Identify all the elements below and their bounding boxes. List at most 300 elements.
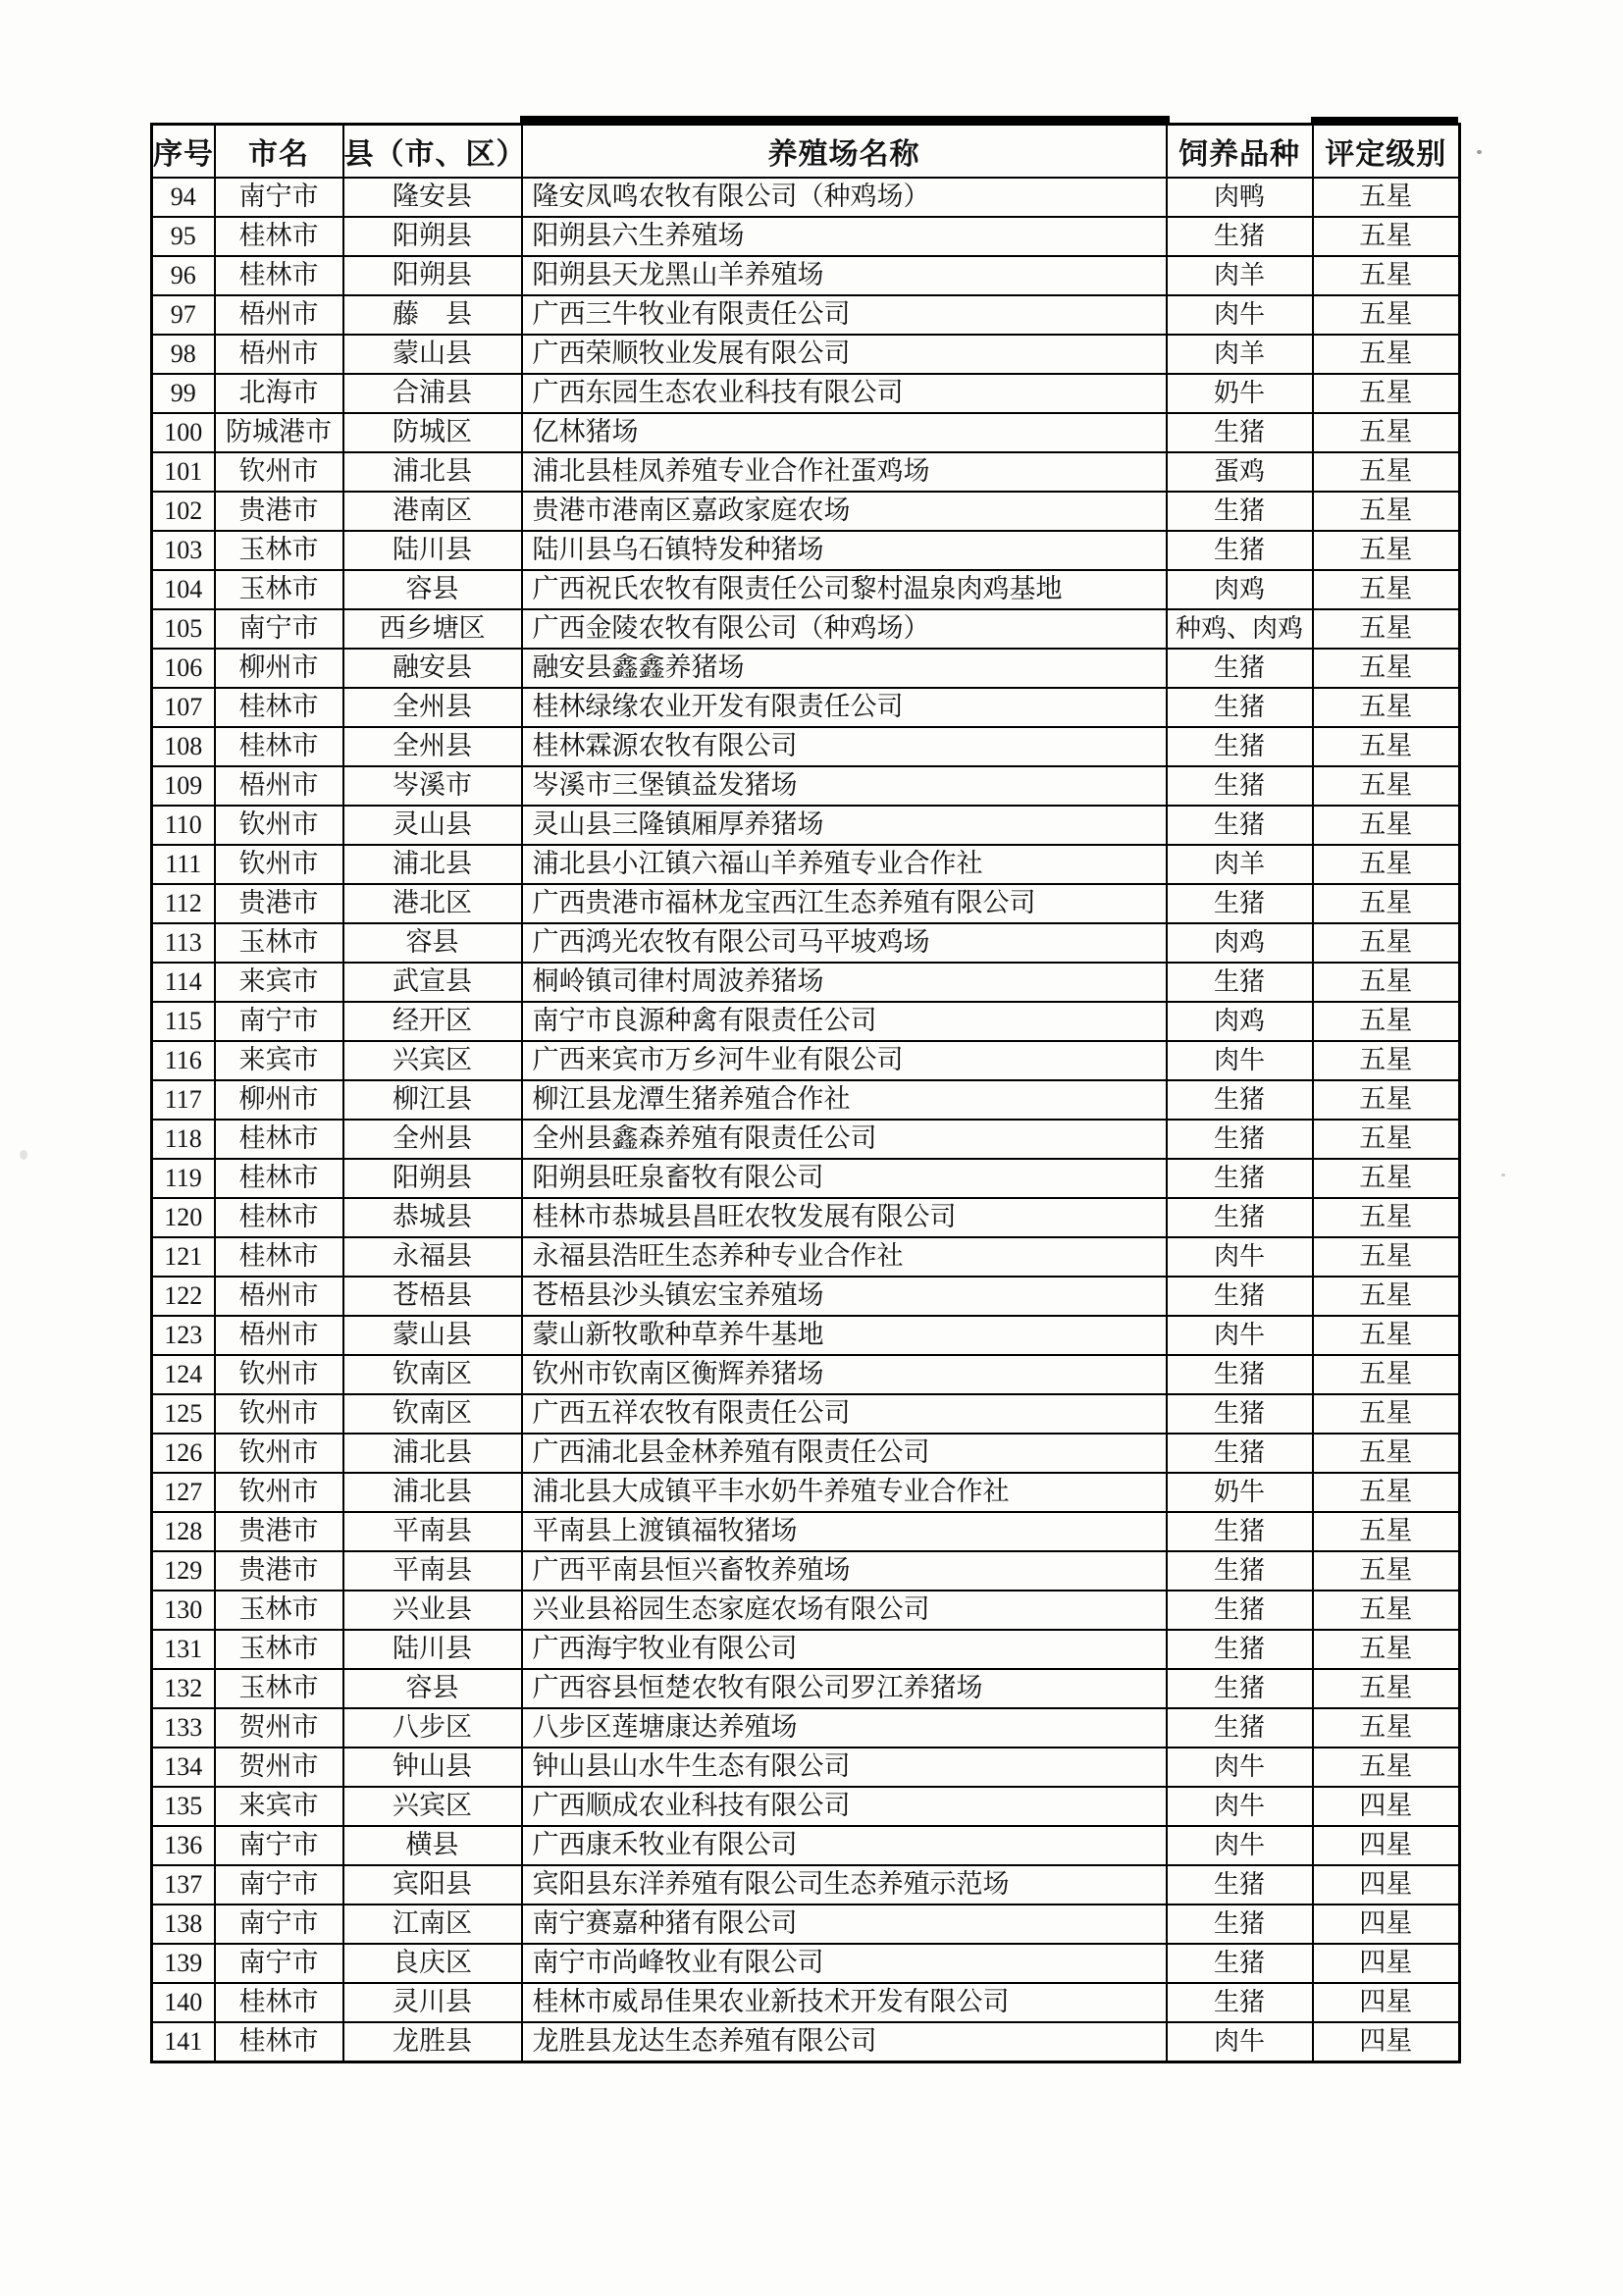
- cell-county: 武宣县: [343, 963, 522, 1002]
- table-row: [152, 1944, 1460, 1983]
- cell-rating: 五星: [1313, 923, 1460, 963]
- cell-farm-name: 广西浦北县金林养殖有限责任公司: [522, 1434, 1167, 1473]
- table-row: [152, 1708, 1460, 1748]
- cell-city: 南宁市: [215, 1944, 343, 1983]
- table-row: [152, 1551, 1460, 1591]
- header-cell-city: 市名: [215, 125, 343, 179]
- table-row: [152, 1630, 1460, 1669]
- cell-farm-name: 兴业县裕园生态家庭农场有限公司: [522, 1591, 1167, 1630]
- cell-breed: 肉牛: [1167, 1237, 1313, 1277]
- cell-no: 106: [152, 649, 215, 688]
- cell-county: 平南县: [343, 1551, 522, 1591]
- cell-no: 135: [152, 1787, 215, 1826]
- cell-farm-name: 广西三牛牧业有限责任公司: [522, 295, 1167, 335]
- cell-rating: 五星: [1313, 963, 1460, 1002]
- table-row: [152, 2022, 1460, 2062]
- cell-farm-name: 广西祝氏农牧有限责任公司黎村温泉肉鸡基地: [522, 570, 1167, 609]
- cell-farm-name: 广西五祥农牧有限责任公司: [522, 1394, 1167, 1434]
- cell-city: 贺州市: [215, 1708, 343, 1748]
- cell-no: 122: [152, 1277, 215, 1316]
- cell-farm-name: 桂林霖源农牧有限公司: [522, 727, 1167, 766]
- cell-county: 八步区: [343, 1708, 522, 1748]
- farm-table-body: [152, 178, 1460, 2062]
- cell-city: 桂林市: [215, 1983, 343, 2022]
- cell-rating: 五星: [1313, 1002, 1460, 1041]
- cell-city: 柳州市: [215, 649, 343, 688]
- scan-speck: [1501, 1174, 1505, 1176]
- cell-breed: 生猪: [1167, 1355, 1313, 1394]
- cell-no: 138: [152, 1905, 215, 1944]
- cell-rating: 五星: [1313, 1198, 1460, 1237]
- cell-breed: 肉牛: [1167, 1316, 1313, 1355]
- cell-city: 桂林市: [215, 1159, 343, 1198]
- cell-rating: 五星: [1313, 609, 1460, 649]
- cell-city: 钦州市: [215, 1394, 343, 1434]
- cell-county: 容县: [343, 570, 522, 609]
- cell-rating: 五星: [1313, 884, 1460, 923]
- cell-rating: 四星: [1313, 1787, 1460, 1826]
- cell-farm-name: 苍梧县沙头镇宏宝养殖场: [522, 1277, 1167, 1316]
- cell-county: 浦北县: [343, 845, 522, 884]
- cell-no: 139: [152, 1944, 215, 1983]
- cell-breed: 肉羊: [1167, 845, 1313, 884]
- cell-rating: 五星: [1313, 766, 1460, 806]
- cell-breed: 生猪: [1167, 1669, 1313, 1708]
- table-row: [152, 609, 1460, 649]
- cell-county: 隆安县: [343, 178, 522, 217]
- cell-no: 125: [152, 1394, 215, 1434]
- cell-breed: 生猪: [1167, 217, 1313, 256]
- cell-county: 阳朔县: [343, 217, 522, 256]
- cell-farm-name: 阳朔县旺泉畜牧有限公司: [522, 1159, 1167, 1198]
- cell-no: 111: [152, 845, 215, 884]
- cell-no: 134: [152, 1748, 215, 1787]
- table-row: [152, 452, 1460, 492]
- cell-breed: 生猪: [1167, 413, 1313, 452]
- cell-rating: 四星: [1313, 1865, 1460, 1905]
- cell-rating: 五星: [1313, 413, 1460, 452]
- cell-farm-name: 钟山县山水牛生态有限公司: [522, 1748, 1167, 1787]
- cell-breed: 生猪: [1167, 1434, 1313, 1473]
- cell-farm-name: 柳江县龙潭生猪养殖合作社: [522, 1080, 1167, 1120]
- cell-city: 桂林市: [215, 217, 343, 256]
- cell-rating: 五星: [1313, 688, 1460, 727]
- cell-farm-name: 广西康禾牧业有限公司: [522, 1826, 1167, 1865]
- table-row: [152, 1434, 1460, 1473]
- cell-breed: 肉羊: [1167, 335, 1313, 374]
- cell-rating: 五星: [1313, 1512, 1460, 1551]
- cell-rating: 五星: [1313, 335, 1460, 374]
- cell-rating: 五星: [1313, 1473, 1460, 1512]
- cell-no: 112: [152, 884, 215, 923]
- cell-county: 全州县: [343, 727, 522, 766]
- cell-county: 藤 县: [343, 295, 522, 335]
- cell-city: 桂林市: [215, 727, 343, 766]
- cell-no: 136: [152, 1826, 215, 1865]
- cell-city: 贵港市: [215, 492, 343, 531]
- table-row: [152, 178, 1460, 217]
- cell-city: 梧州市: [215, 1277, 343, 1316]
- cell-farm-name: 浦北县小江镇六福山羊养殖专业合作社: [522, 845, 1167, 884]
- cell-rating: 五星: [1313, 1120, 1460, 1159]
- cell-farm-name: 广西来宾市万乡河牛业有限公司: [522, 1041, 1167, 1080]
- cell-no: 140: [152, 1983, 215, 2022]
- cell-city: 桂林市: [215, 1198, 343, 1237]
- table-row: [152, 1355, 1460, 1394]
- table-row: [152, 845, 1460, 884]
- cell-county: 容县: [343, 923, 522, 963]
- cell-no: 101: [152, 452, 215, 492]
- cell-farm-name: 南宁赛嘉种猪有限公司: [522, 1905, 1167, 1944]
- cell-farm-name: 南宁市尚峰牧业有限公司: [522, 1944, 1167, 1983]
- cell-rating: 五星: [1313, 1159, 1460, 1198]
- cell-rating: 五星: [1313, 531, 1460, 570]
- cell-breed: 生猪: [1167, 1983, 1313, 2022]
- cell-county: 融安县: [343, 649, 522, 688]
- cell-city: 南宁市: [215, 1002, 343, 1041]
- cell-breed: 肉鸭: [1167, 178, 1313, 217]
- cell-no: 119: [152, 1159, 215, 1198]
- cell-no: 99: [152, 374, 215, 413]
- cell-farm-name: 全州县鑫森养殖有限责任公司: [522, 1120, 1167, 1159]
- cell-farm-name: 广西顺成农业科技有限公司: [522, 1787, 1167, 1826]
- cell-rating: 五星: [1313, 178, 1460, 217]
- cell-city: 桂林市: [215, 688, 343, 727]
- cell-breed: 生猪: [1167, 1551, 1313, 1591]
- cell-no: 126: [152, 1434, 215, 1473]
- cell-county: 横县: [343, 1826, 522, 1865]
- cell-breed: 肉鸡: [1167, 570, 1313, 609]
- cell-rating: 四星: [1313, 1826, 1460, 1865]
- cell-breed: 肉牛: [1167, 1826, 1313, 1865]
- cell-rating: 五星: [1313, 256, 1460, 295]
- cell-rating: 四星: [1313, 1983, 1460, 2022]
- cell-county: 全州县: [343, 688, 522, 727]
- cell-city: 桂林市: [215, 2022, 343, 2062]
- cell-farm-name: 浦北县桂凤养殖专业合作社蛋鸡场: [522, 452, 1167, 492]
- cell-no: 127: [152, 1473, 215, 1512]
- scan-speck: [20, 1150, 27, 1160]
- cell-breed: 种鸡、肉鸡: [1167, 609, 1313, 649]
- table-row: [152, 884, 1460, 923]
- cell-county: 兴宾区: [343, 1787, 522, 1826]
- cell-breed: 生猪: [1167, 1591, 1313, 1630]
- cell-city: 钦州市: [215, 1434, 343, 1473]
- header-cell-breed: 饲养品种: [1167, 125, 1313, 179]
- cell-breed: 生猪: [1167, 727, 1313, 766]
- cell-farm-name: 岑溪市三堡镇益发猪场: [522, 766, 1167, 806]
- cell-city: 来宾市: [215, 1041, 343, 1080]
- cell-farm-name: 桐岭镇司律村周波养猪场: [522, 963, 1167, 1002]
- cell-rating: 五星: [1313, 1708, 1460, 1748]
- table-row: [152, 1041, 1460, 1080]
- cell-farm-name: 广西容县恒楚农牧有限公司罗江养猪场: [522, 1669, 1167, 1708]
- cell-farm-name: 广西荣顺牧业发展有限公司: [522, 335, 1167, 374]
- cell-city: 玉林市: [215, 570, 343, 609]
- cell-rating: 五星: [1313, 570, 1460, 609]
- cell-farm-name: 桂林市威昂佳果农业新技术开发有限公司: [522, 1983, 1167, 2022]
- cell-breed: 生猪: [1167, 1198, 1313, 1237]
- cell-rating: 五星: [1313, 649, 1460, 688]
- cell-city: 贵港市: [215, 1551, 343, 1591]
- cell-rating: 五星: [1313, 1041, 1460, 1080]
- cell-rating: 五星: [1313, 1434, 1460, 1473]
- cell-no: 107: [152, 688, 215, 727]
- cell-farm-name: 八步区莲塘康达养殖场: [522, 1708, 1167, 1748]
- cell-rating: 五星: [1313, 295, 1460, 335]
- cell-farm-name: 广西东园生态农业科技有限公司: [522, 374, 1167, 413]
- table-row: [152, 963, 1460, 1002]
- cell-rating: 四星: [1313, 1944, 1460, 1983]
- cell-city: 玉林市: [215, 1630, 343, 1669]
- cell-rating: 五星: [1313, 1316, 1460, 1355]
- cell-farm-name: 阳朔县六生养殖场: [522, 217, 1167, 256]
- cell-county: 江南区: [343, 1905, 522, 1944]
- cell-city: 桂林市: [215, 1120, 343, 1159]
- cell-city: 北海市: [215, 374, 343, 413]
- cell-rating: 五星: [1313, 1551, 1460, 1591]
- table-row: [152, 1198, 1460, 1237]
- cell-breed: 生猪: [1167, 1865, 1313, 1905]
- cell-no: 116: [152, 1041, 215, 1080]
- cell-rating: 五星: [1313, 374, 1460, 413]
- table-row: [152, 570, 1460, 609]
- cell-breed: 生猪: [1167, 1120, 1313, 1159]
- cell-rating: 五星: [1313, 1080, 1460, 1120]
- cell-no: 123: [152, 1316, 215, 1355]
- cell-breed: 生猪: [1167, 766, 1313, 806]
- cell-no: 94: [152, 178, 215, 217]
- header-row: [152, 125, 1460, 179]
- cell-rating: 五星: [1313, 1355, 1460, 1394]
- cell-county: 港北区: [343, 884, 522, 923]
- table-row: [152, 1591, 1460, 1630]
- cell-breed: 生猪: [1167, 1944, 1313, 1983]
- cell-breed: 生猪: [1167, 1080, 1313, 1120]
- cell-no: 113: [152, 923, 215, 963]
- cell-no: 133: [152, 1708, 215, 1748]
- cell-county: 经开区: [343, 1002, 522, 1041]
- cell-breed: 生猪: [1167, 1512, 1313, 1551]
- cell-farm-name: 宾阳县东洋养殖有限公司生态养殖示范场: [522, 1865, 1167, 1905]
- cell-city: 桂林市: [215, 1237, 343, 1277]
- cell-farm-name: 广西海宇牧业有限公司: [522, 1630, 1167, 1669]
- cell-county: 陆川县: [343, 1630, 522, 1669]
- table-row: [152, 1512, 1460, 1551]
- cell-city: 南宁市: [215, 1865, 343, 1905]
- cell-county: 灵川县: [343, 1983, 522, 2022]
- cell-city: 贺州市: [215, 1748, 343, 1787]
- cell-breed: 肉牛: [1167, 2022, 1313, 2062]
- cell-breed: 生猪: [1167, 963, 1313, 1002]
- cell-farm-name: 龙胜县龙达生态养殖有限公司: [522, 2022, 1167, 2062]
- table-row: [152, 1080, 1460, 1120]
- cell-farm-name: 平南县上渡镇福牧猪场: [522, 1512, 1167, 1551]
- cell-breed: 肉羊: [1167, 256, 1313, 295]
- table-row: [152, 1669, 1460, 1708]
- cell-no: 104: [152, 570, 215, 609]
- cell-county: 全州县: [343, 1120, 522, 1159]
- cell-city: 梧州市: [215, 766, 343, 806]
- table-row: [152, 688, 1460, 727]
- cell-farm-name: 浦北县大成镇平丰水奶牛养殖专业合作社: [522, 1473, 1167, 1512]
- cell-no: 102: [152, 492, 215, 531]
- cell-no: 130: [152, 1591, 215, 1630]
- table-row: [152, 806, 1460, 845]
- table-row: [152, 766, 1460, 806]
- cell-city: 钦州市: [215, 1473, 343, 1512]
- cell-farm-name: 广西贵港市福林龙宝西江生态养殖有限公司: [522, 884, 1167, 923]
- cell-city: 南宁市: [215, 178, 343, 217]
- header-cell-farm-name: 养殖场名称: [522, 125, 1167, 179]
- table-row: [152, 727, 1460, 766]
- cell-city: 钦州市: [215, 1355, 343, 1394]
- cell-breed: 肉牛: [1167, 1748, 1313, 1787]
- cell-no: 96: [152, 256, 215, 295]
- cell-city: 玉林市: [215, 531, 343, 570]
- cell-breed: 肉牛: [1167, 1041, 1313, 1080]
- cell-city: 柳州市: [215, 1080, 343, 1120]
- cell-county: 浦北县: [343, 1473, 522, 1512]
- cell-county: 永福县: [343, 1237, 522, 1277]
- cell-breed: 生猪: [1167, 1905, 1313, 1944]
- cell-county: 平南县: [343, 1512, 522, 1551]
- cell-no: 97: [152, 295, 215, 335]
- table-row: [152, 1237, 1460, 1277]
- header-cell-county: 县（市、区）: [343, 125, 522, 179]
- cell-city: 南宁市: [215, 1826, 343, 1865]
- cell-rating: 五星: [1313, 806, 1460, 845]
- cell-breed: 生猪: [1167, 806, 1313, 845]
- cell-no: 117: [152, 1080, 215, 1120]
- cell-breed: 生猪: [1167, 884, 1313, 923]
- cell-breed: 生猪: [1167, 531, 1313, 570]
- cell-breed: 生猪: [1167, 649, 1313, 688]
- cell-county: 浦北县: [343, 1434, 522, 1473]
- table-row: [152, 1002, 1460, 1041]
- table-row: [152, 1983, 1460, 2022]
- table-row: [152, 1394, 1460, 1434]
- cell-no: 103: [152, 531, 215, 570]
- cell-county: 防城区: [343, 413, 522, 452]
- cell-breed: 生猪: [1167, 1630, 1313, 1669]
- header-cell-rating: 评定级别: [1313, 125, 1460, 179]
- cell-county: 蒙山县: [343, 1316, 522, 1355]
- table-row: [152, 649, 1460, 688]
- cell-breed: 奶牛: [1167, 1473, 1313, 1512]
- cell-farm-name: 亿林猪场: [522, 413, 1167, 452]
- scan-speck: [1477, 150, 1482, 154]
- cell-farm-name: 灵山县三隆镇厢厚养猪场: [522, 806, 1167, 845]
- cell-breed: 生猪: [1167, 1159, 1313, 1198]
- cell-rating: 四星: [1313, 2022, 1460, 2062]
- cell-no: 137: [152, 1865, 215, 1905]
- table-row: [152, 492, 1460, 531]
- table-row: [152, 923, 1460, 963]
- cell-rating: 五星: [1313, 1277, 1460, 1316]
- cell-city: 来宾市: [215, 963, 343, 1002]
- cell-city: 贵港市: [215, 884, 343, 923]
- cell-county: 陆川县: [343, 531, 522, 570]
- cell-county: 兴业县: [343, 1591, 522, 1630]
- table-row: [152, 1787, 1460, 1826]
- cell-city: 防城港市: [215, 413, 343, 452]
- table-row: [152, 1277, 1460, 1316]
- cell-county: 蒙山县: [343, 335, 522, 374]
- cell-city: 南宁市: [215, 1905, 343, 1944]
- cell-no: 141: [152, 2022, 215, 2062]
- cell-farm-name: 隆安凤鸣农牧有限公司（种鸡场）: [522, 178, 1167, 217]
- cell-city: 玉林市: [215, 1591, 343, 1630]
- table-row: [152, 413, 1460, 452]
- cell-no: 121: [152, 1237, 215, 1277]
- cell-breed: 生猪: [1167, 1277, 1313, 1316]
- cell-rating: 五星: [1313, 1748, 1460, 1787]
- cell-farm-name: 蒙山新牧歌种草养牛基地: [522, 1316, 1167, 1355]
- farm-rating-table: [150, 123, 1461, 2063]
- cell-breed: 生猪: [1167, 492, 1313, 531]
- cell-rating: 五星: [1313, 727, 1460, 766]
- cell-county: 容县: [343, 1669, 522, 1708]
- cell-city: 钦州市: [215, 845, 343, 884]
- cell-county: 西乡塘区: [343, 609, 522, 649]
- cell-farm-name: 贵港市港南区嘉政家庭农场: [522, 492, 1167, 531]
- table-row: [152, 374, 1460, 413]
- cell-city: 梧州市: [215, 335, 343, 374]
- cell-farm-name: 桂林绿缘农业开发有限责任公司: [522, 688, 1167, 727]
- cell-farm-name: 钦州市钦南区衡辉养猪场: [522, 1355, 1167, 1394]
- cell-county: 合浦县: [343, 374, 522, 413]
- cell-no: 128: [152, 1512, 215, 1551]
- cell-rating: 五星: [1313, 492, 1460, 531]
- cell-no: 131: [152, 1630, 215, 1669]
- table-row: [152, 256, 1460, 295]
- cell-city: 桂林市: [215, 256, 343, 295]
- cell-farm-name: 永福县浩旺生态养种专业合作社: [522, 1237, 1167, 1277]
- cell-city: 钦州市: [215, 452, 343, 492]
- cell-farm-name: 广西鸿光农牧有限公司马平坡鸡场: [522, 923, 1167, 963]
- cell-farm-name: 南宁市良源种禽有限责任公司: [522, 1002, 1167, 1041]
- table-row: [152, 531, 1460, 570]
- cell-county: 钦南区: [343, 1355, 522, 1394]
- table-row: [152, 1159, 1460, 1198]
- cell-farm-name: 桂林市恭城县昌旺农牧发展有限公司: [522, 1198, 1167, 1237]
- table-row: [152, 1748, 1460, 1787]
- cell-city: 玉林市: [215, 1669, 343, 1708]
- cell-no: 120: [152, 1198, 215, 1237]
- cell-county: 兴宾区: [343, 1041, 522, 1080]
- cell-city: 梧州市: [215, 295, 343, 335]
- cell-farm-name: 广西金陵农牧有限公司（种鸡场）: [522, 609, 1167, 649]
- cell-rating: 五星: [1313, 1669, 1460, 1708]
- cell-breed: 奶牛: [1167, 374, 1313, 413]
- cell-breed: 肉鸡: [1167, 1002, 1313, 1041]
- cell-rating: 四星: [1313, 1905, 1460, 1944]
- table-row: [152, 1473, 1460, 1512]
- cell-farm-name: 阳朔县天龙黑山羊养殖场: [522, 256, 1167, 295]
- cell-no: 115: [152, 1002, 215, 1041]
- cell-county: 良庆区: [343, 1944, 522, 1983]
- cell-county: 浦北县: [343, 452, 522, 492]
- table-header: [152, 125, 1460, 179]
- table-row: [152, 1120, 1460, 1159]
- cell-no: 109: [152, 766, 215, 806]
- table-row: [152, 1865, 1460, 1905]
- cell-county: 苍梧县: [343, 1277, 522, 1316]
- cell-rating: 五星: [1313, 217, 1460, 256]
- cell-county: 阳朔县: [343, 1159, 522, 1198]
- table-row: [152, 335, 1460, 374]
